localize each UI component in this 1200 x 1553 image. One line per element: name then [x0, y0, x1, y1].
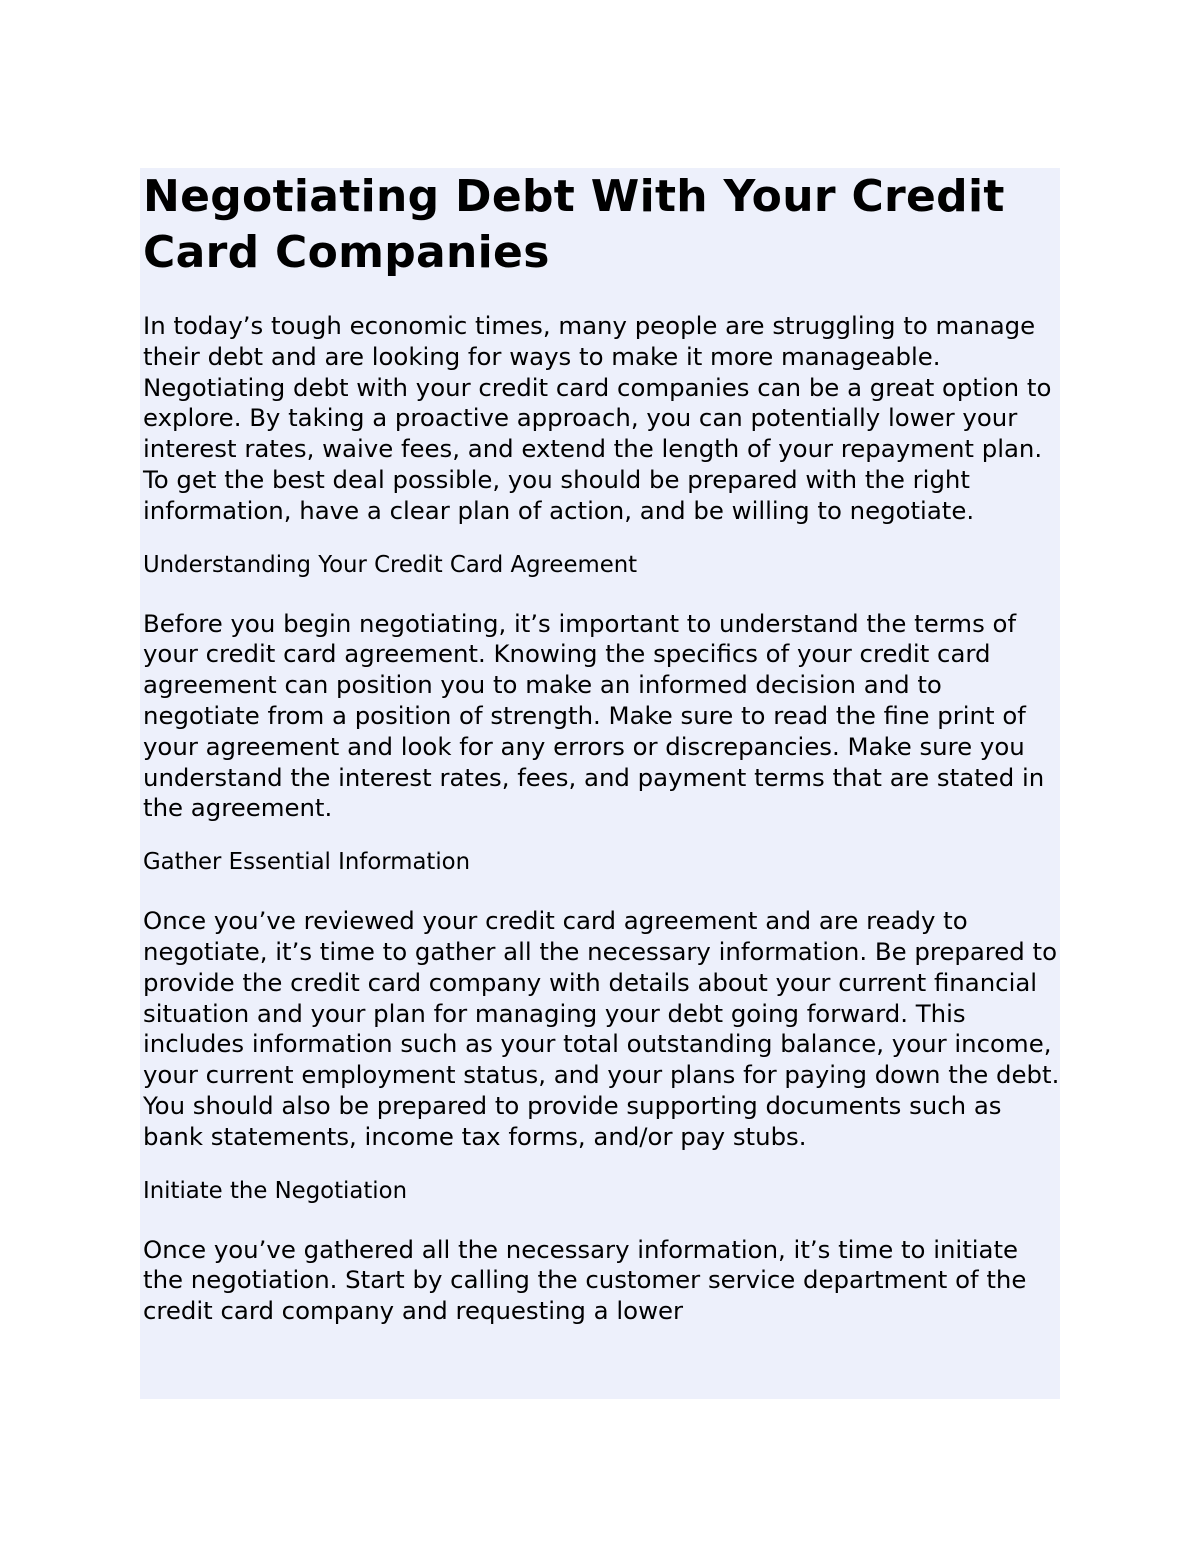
spacer — [143, 1153, 1060, 1176]
spacer — [143, 580, 1060, 609]
intro-paragraph: In today’s tough economic times, many people are struggling to manage their debt and are looking for ways to make it more manageable. Negotiating debt with your credit card companies can be a great option to explore. By taking a proactive approach, you can potentially lower your interest rates, waive fees, and extend the length of your repayment plan. To get the best deal possible, you should be prepared with the right information, have a clear plan of action, and be willing to negotiate. — [143, 311, 1052, 525]
section-heading: Initiate the Negotiation — [143, 1177, 408, 1204]
section-paragraph: Once you’ve gathered all the necessary information, it’s time to initiate the negotiation. Start by calling the customer service department of the credit card company and requesting a lower — [143, 1234, 1027, 1326]
spacer — [143, 877, 1060, 906]
spacer — [143, 281, 1060, 311]
spacer — [143, 1206, 1060, 1235]
section-heading: Understanding Your Credit Card Agreement — [143, 551, 638, 578]
section-paragraph: Once you’ve reviewed your credit card agreement and are ready to negotiate, it’s time to gather all the necessary information. Be prepared to provide the credit card company with details about your current financial situation and your plan for managing your debt going forward. This includes information such as your total outstanding balance, your income, your current employment status, and your plans for paying down the debt. You should also be prepared to provide supporting documents such as bank statements, income tax forms, and/or pay stubs. — [143, 906, 1060, 1151]
document-title: Negotiating Debt With Your Credit Card Companies — [143, 171, 1005, 278]
document-content — [140, 168, 1060, 1399]
spacer — [143, 527, 1060, 550]
section-paragraph: Before you begin negotiating, it’s important to understand the terms of your credit card agreement. Knowing the specifics of your credit card agreement can position you to make an informed decision and to negotiate from a position of strength. Make sure to read the fine print of your agreement and look for any errors or discrepancies. Make sure you understand the interest rates, fees, and payment terms that are stated in the agreement. — [143, 608, 1045, 823]
section-heading: Gather Essential Information — [143, 849, 471, 876]
spacer — [143, 824, 1060, 847]
